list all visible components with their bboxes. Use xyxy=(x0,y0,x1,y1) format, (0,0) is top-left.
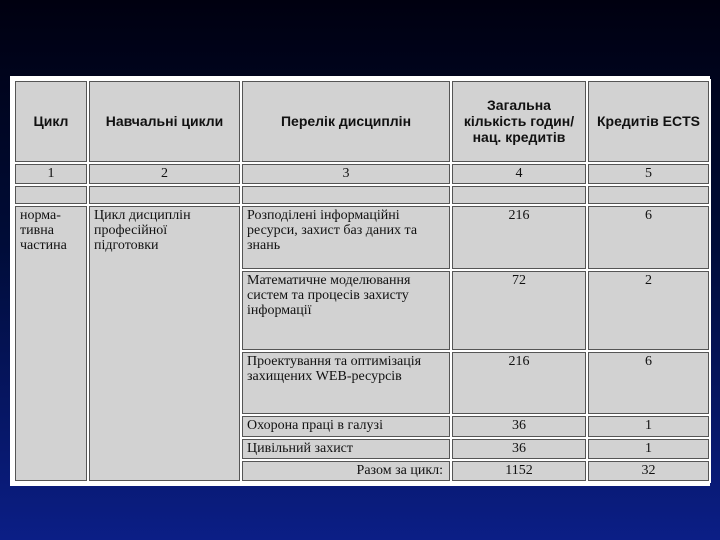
ects-cell: 1 xyxy=(588,416,709,436)
total-label: Разом за цикл: xyxy=(242,461,450,481)
discipline-cell: Математичне моделювання систем та процесів захисту інформації xyxy=(242,271,450,350)
total-ects: 32 xyxy=(588,461,709,481)
column-number-2: 2 xyxy=(89,164,240,184)
empty-cell xyxy=(588,186,709,204)
column-number-row xyxy=(15,164,709,184)
header-ects-credits: Кредитів ECTS xyxy=(588,81,709,162)
ects-cell: 2 xyxy=(588,271,709,350)
table-row xyxy=(15,206,709,269)
column-number-1: 1 xyxy=(15,164,87,184)
discipline-cell: Цивільний захист xyxy=(242,439,450,459)
cycle-name-cell: Цикл дисциплін професійної підготовки xyxy=(89,206,240,481)
curriculum-table xyxy=(13,79,711,483)
empty-cell xyxy=(15,186,87,204)
header-row xyxy=(15,81,709,162)
empty-cell xyxy=(452,186,586,204)
hours-cell: 216 xyxy=(452,352,586,415)
hours-cell: 36 xyxy=(452,416,586,436)
total-hours: 1152 xyxy=(452,461,586,481)
curriculum-table-container xyxy=(10,76,710,486)
ects-cell: 6 xyxy=(588,206,709,269)
discipline-cell: Проектування та оптимізація захищених WEB-ресурсів xyxy=(242,352,450,415)
ects-cell: 1 xyxy=(588,439,709,459)
column-number-5: 5 xyxy=(588,164,709,184)
discipline-cell: Розподілені інформаційні ресурси, захист баз даних та знань xyxy=(242,206,450,269)
column-number-4: 4 xyxy=(452,164,586,184)
hours-cell: 36 xyxy=(452,439,586,459)
empty-cell xyxy=(89,186,240,204)
header-discipline-list: Перелік дисциплін xyxy=(242,81,450,162)
discipline-cell: Охорона праці в галузі xyxy=(242,416,450,436)
column-number-3: 3 xyxy=(242,164,450,184)
cycle-cell: норма-тивна частина xyxy=(15,206,87,481)
header-study-cycles: Навчальні цикли xyxy=(89,81,240,162)
hours-cell: 72 xyxy=(452,271,586,350)
header-total-hours: Загальна кількість годин/нац. кредитів xyxy=(452,81,586,162)
ects-cell: 6 xyxy=(588,352,709,415)
header-cycle: Цикл xyxy=(15,81,87,162)
empty-cell xyxy=(242,186,450,204)
empty-row xyxy=(15,186,709,204)
hours-cell: 216 xyxy=(452,206,586,269)
